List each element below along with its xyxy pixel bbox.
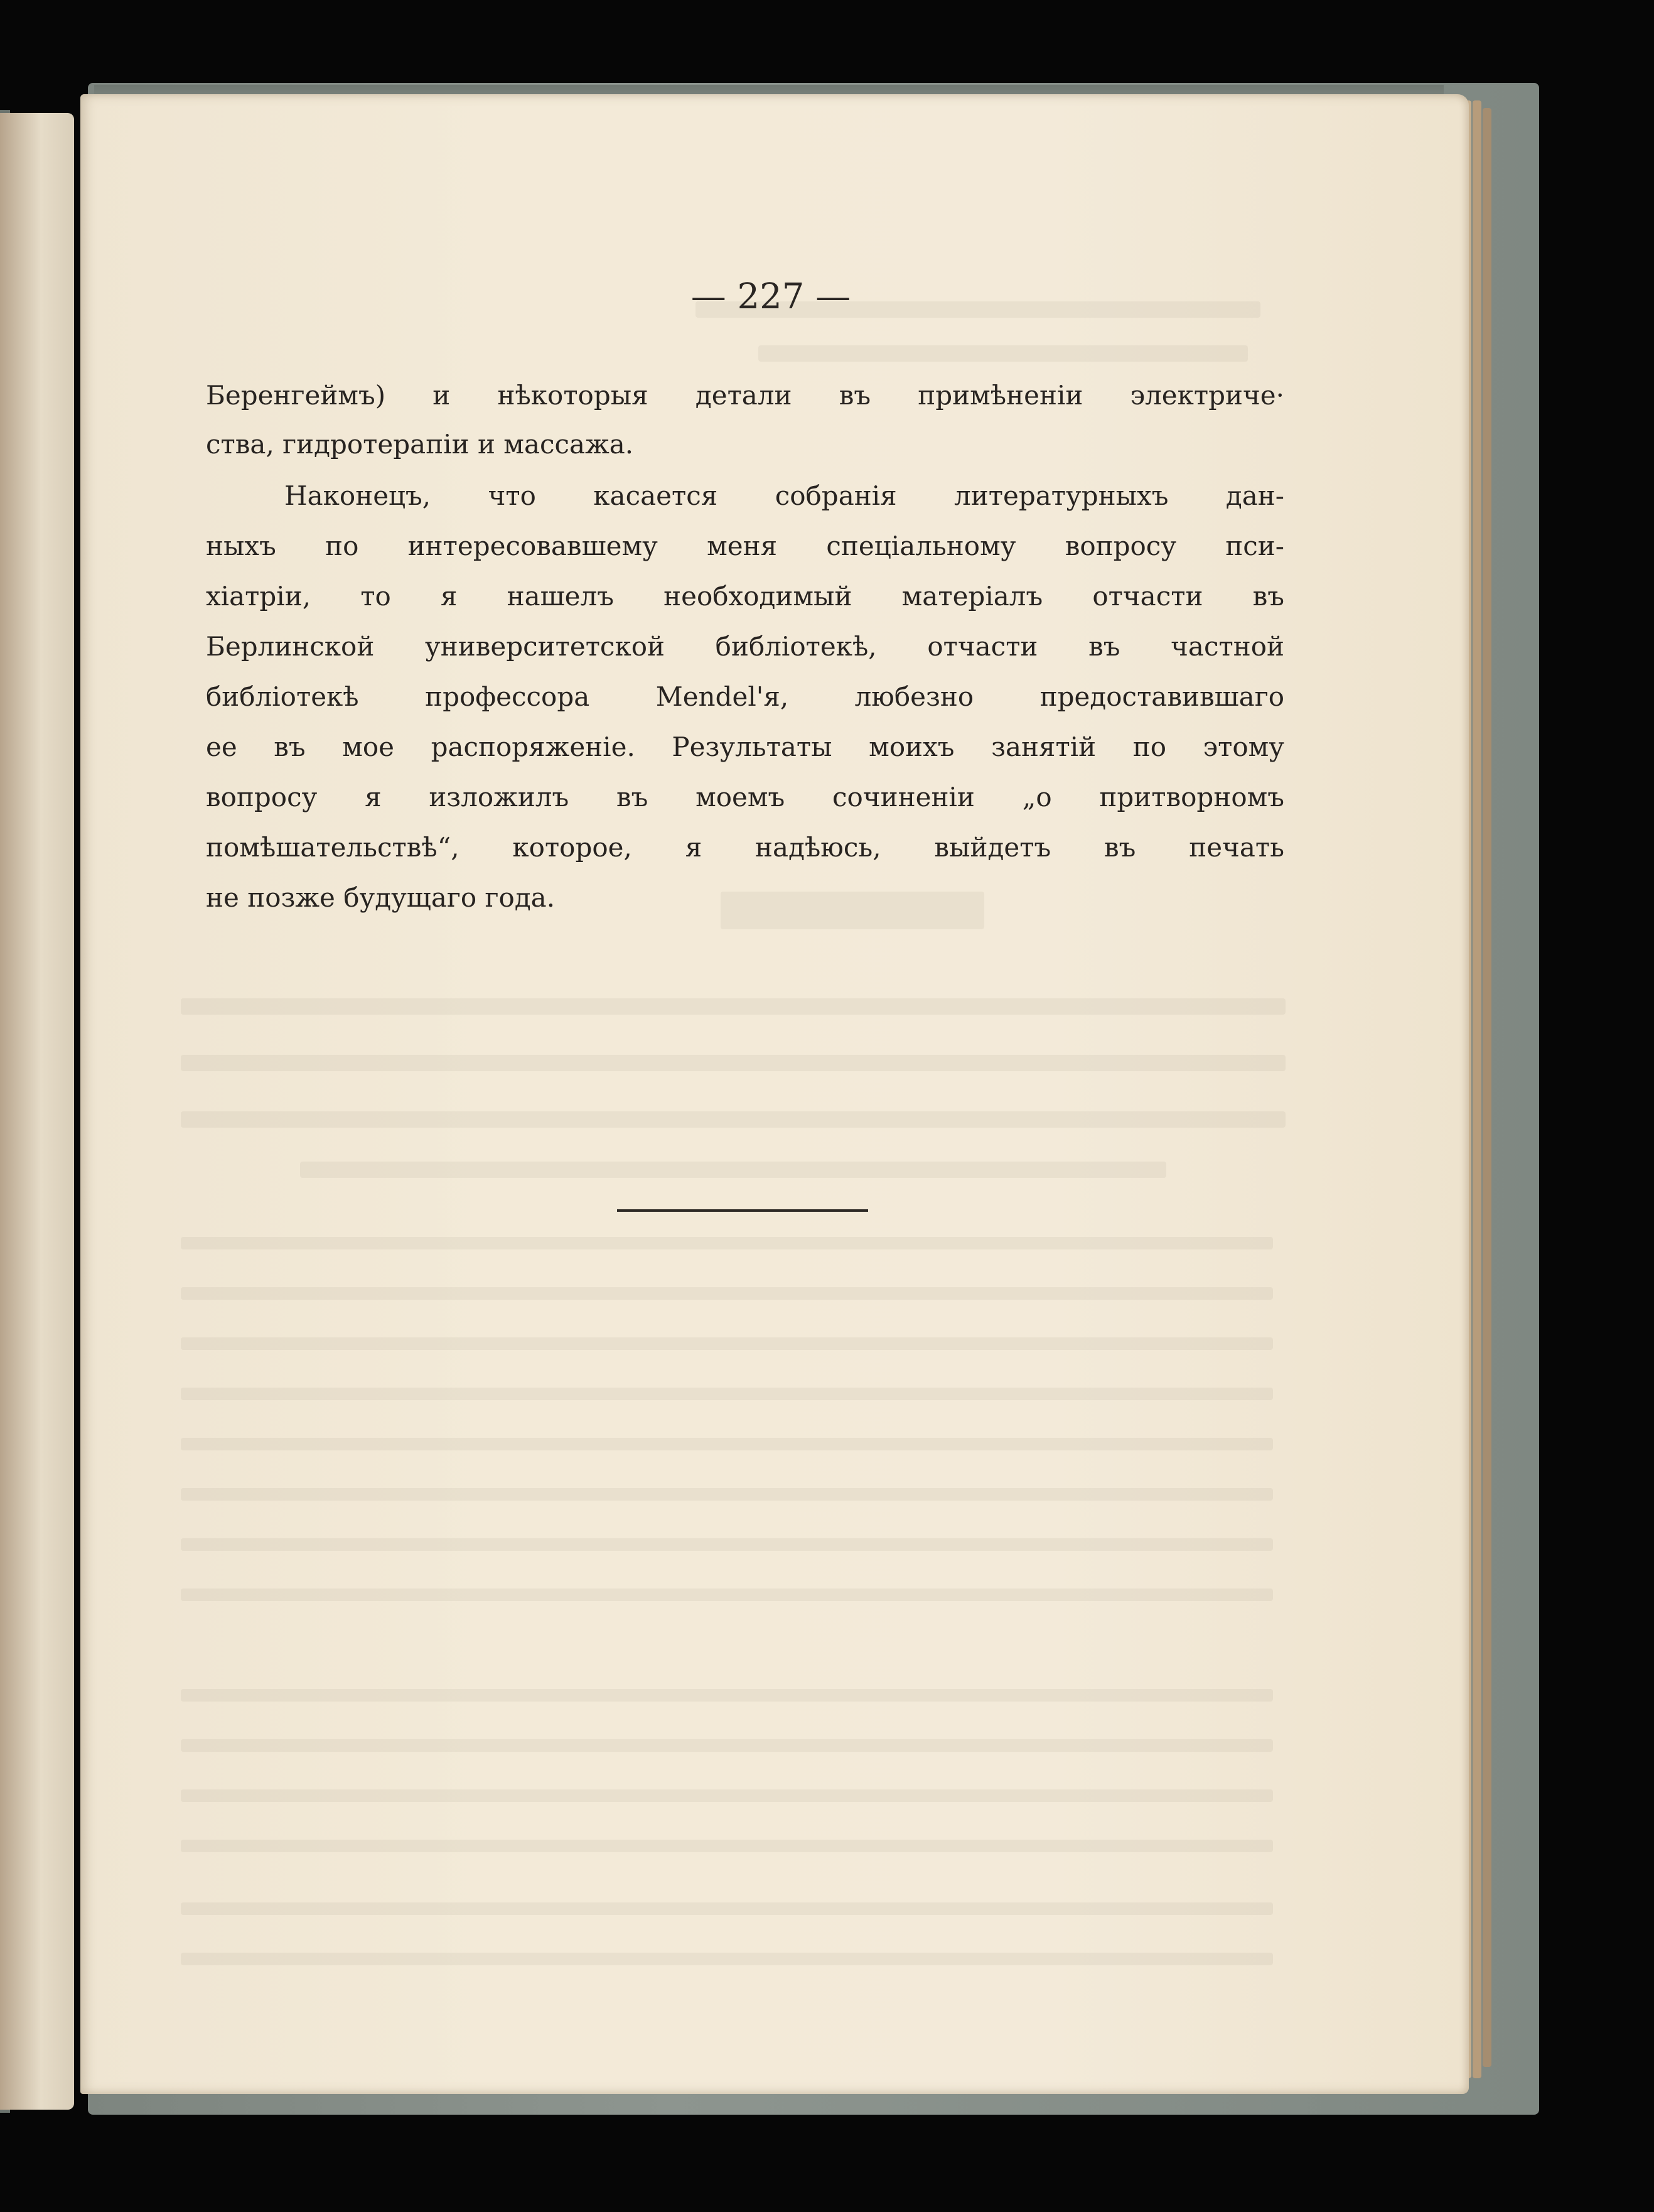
text-line: Наконецъ, что касается собранія литературныхъ дан- [284,480,1284,511]
text-line: ства, гидротерапіи и массажа. [206,429,634,460]
page-number: — 227 — [690,276,851,317]
text-line: ныхъ по интересовавшему меня спеціальному вопросу пси- [206,531,1284,561]
end-rule [617,1209,868,1212]
book-page [80,94,1469,2094]
facing-page-edge [0,113,74,2110]
text-line: ее въ мое распоряженіе. Результаты моихъ занятій по этому [206,731,1284,762]
text-line: библіотекѣ профессора Mendel'я, любезно предоставившаго [206,681,1284,712]
page-edge [1473,100,1481,2078]
text-line: Берлинской университетской библіотекѣ, отчасти въ частной [206,631,1284,662]
text-line: Беренгеймъ) и нѣкоторыя детали въ примѣненіи электриче· [206,380,1284,411]
page-edge [1483,108,1491,2067]
text-line: помѣшательствѣ“, которое, я надѣюсь, выйдетъ въ печать [206,832,1284,863]
text-line: не позже будущаго года. [206,882,556,913]
text-line: хіатріи, то я нашелъ необходимый матеріалъ отчасти въ [206,581,1284,612]
text-line: вопросу я изложилъ въ моемъ сочиненіи „о притворномъ [206,782,1284,812]
